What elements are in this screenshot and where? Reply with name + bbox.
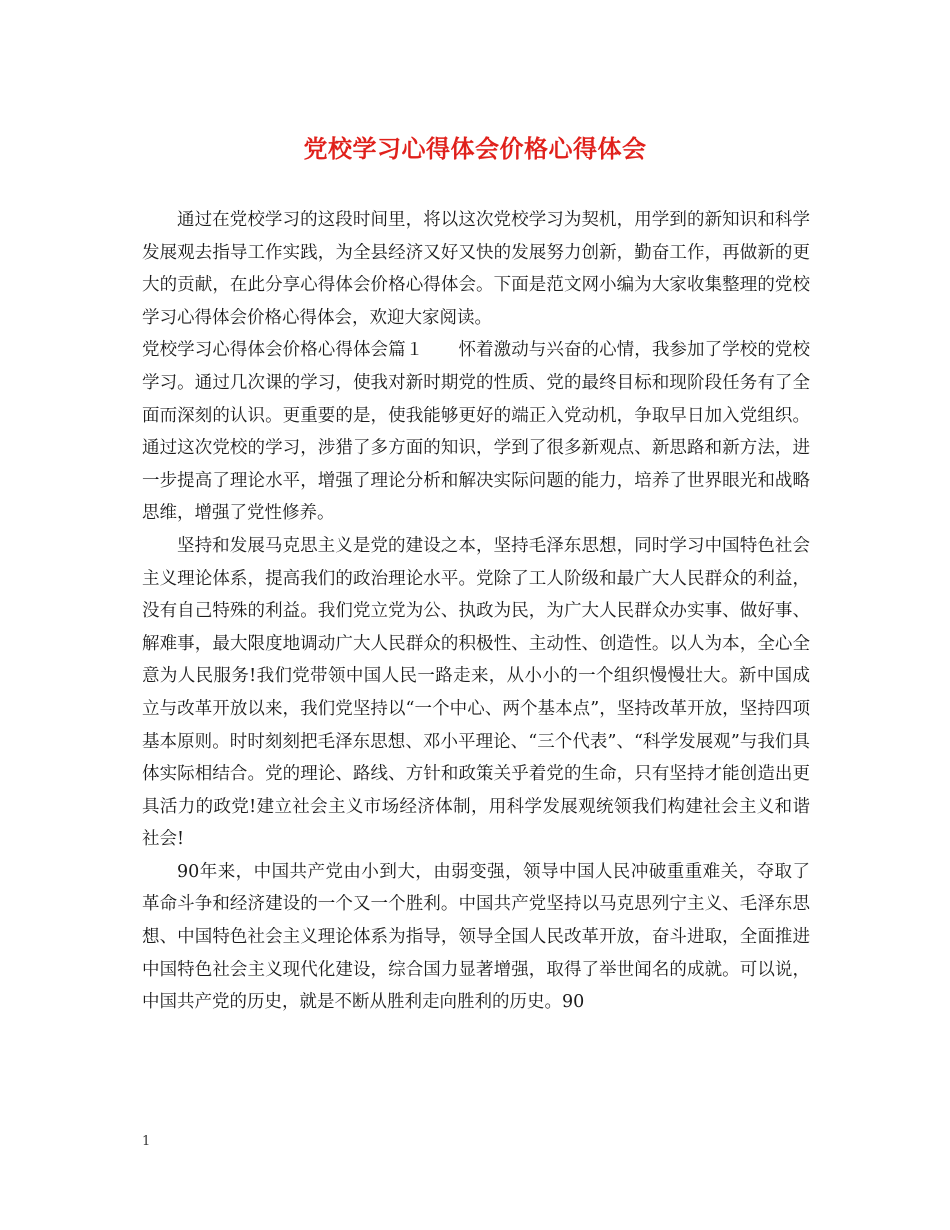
paragraph-marxism: 坚持和发展马克思主义是党的建设之本，坚持毛泽东思想，同时学习中国特色社会主义理论体系，提高我们的政治理论水平。党除了工人阶级和最广大人民群众的利益，没有自己特殊的利益。我们党立党为公、执政为民，为广大人民群众办实事、做好事、解难事，最大限度地调动广大人民群众的积极性、主动性、创造性。以人为本，全心全意为人民服务!我们党带领中国人民一路走来，从小小的一个组织慢慢壮大。新中国成立与改革开放以来，我们党坚持以“一个中心、两个基本点”，坚持改革开放，坚持四项基本原则。时时刻刻把毛泽东思想、邓小平理论、“三个代表”、“科学发展观”与我们具体实际相结合。党的理论、路线、方针和政策关乎着党的生命，只有坚持才能创造出更具活力的政党!建立社会主义市场经济体制，用科学发展观统领我们构建社会主义和谐社会!: [142, 535, 810, 850]
paragraph-ninety-years: 90年来，中国共产党由小到大，由弱变强，领导中国人民冲破重重难关，夺取了革命斗争和经济建设的一个又一个胜利。中国共产党坚持以马克思列宁主义、毛泽东思想、中国特色社会主义理论体系为指导，领导全国人民改革开放，奋斗进取，全面推进中国特色社会主义现代化建设，综合国力显著增强，取得了举世闻名的成就。可以说，中国共产党的历史，就是不断从胜利走向胜利的历史。90: [142, 861, 810, 1013]
page-number: 1: [142, 1134, 151, 1149]
paragraph-intro: 通过在党校学习的这段时间里，将以这次党校学习为契机，用学到的新知识和科学发展观去指导工作实践，为全县经济又好又快的发展努力创新，勤奋工作，再做新的更大的贡献，在此分享心得体会价格心得体会。下面是范文网小编为大家收集整理的党校学习心得体会价格心得体会，欢迎大家阅读。: [142, 210, 810, 328]
paragraph-article-1: 党校学习心得体会价格心得体会篇１ 怀着激动与兴奋的心情，我参加了学校的党校学习。通过几次课的学习，使我对新时期党的性质、党的最终目标和现阶段任务有了全面而深刻的认识。更重要的是，使我能够更好的端正入党动机，争取早日加入党组织。通过这次党校的学习，涉猎了多方面的知识，学到了很多新观点、新思路和新方法，进一步提高了理论水平，增强了理论分析和解决实际问题的能力，培养了世界眼光和战略思维，增强了党性修养。: [142, 340, 810, 524]
document-body: [142, 204, 810, 1019]
document-title: 党校学习心得体会价格心得体会: [303, 134, 647, 163]
